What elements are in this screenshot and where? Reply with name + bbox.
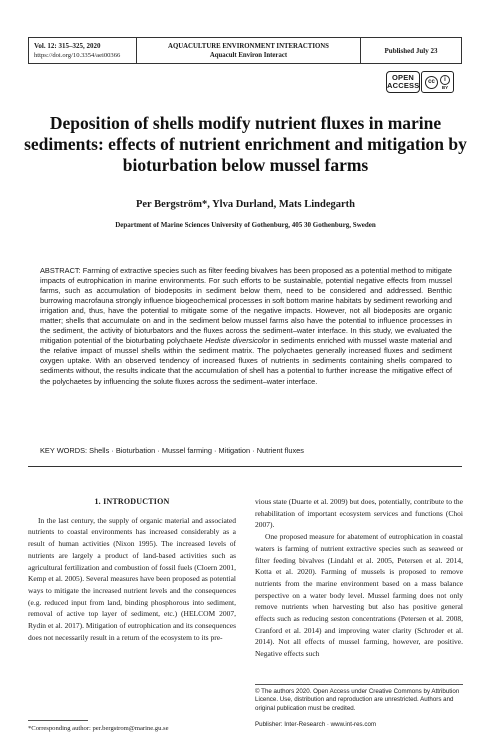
corresponding-author-footnote: *Corresponding author: per.bergstrom@marine.gu.se — [28, 725, 169, 732]
open-access-line1: OPEN — [391, 72, 415, 82]
affiliation: Department of Marine Sciences University of Gothenburg, 405 30 Gothenburg, Sweden — [115, 221, 376, 229]
published-label: Published July 23 — [384, 46, 438, 55]
intro-paragraph-1-continued: vious state (Duarte et al. 2009) but does, potentially, contribute to the rehabilitation of important ecosystem services and functions (Choi 2007). — [255, 497, 463, 530]
author-list: Per Bergström*, Ylva Durland, Mats Lindegarth — [135, 199, 356, 210]
by-label: BY — [441, 84, 449, 90]
volume-line: Vol. 12: 315–325, 2020 — [34, 41, 101, 50]
section-heading-introduction: 1. INTRODUCTION — [94, 497, 170, 506]
journal-abbrev: Aquacult Environ Interact — [209, 51, 288, 59]
published-date — [361, 38, 461, 63]
species-name: Hediste diversicolor — [205, 336, 271, 346]
right-column — [255, 496, 463, 660]
journal-title: AQUACULTURE ENVIRONMENT INTERACTIONS — [168, 42, 329, 50]
intro-paragraph-1: In the last century, the supply of organic material and associated nutrients to coastal environments has increased considerably as a result of human activities (Nixon 1995). The increased levels of nutrients are largely a product of land-based activities such as agricultural fertilization and combustion of fossil fuels (Cloern 2001, Kemp et al. 2005). Several measures have been proposed as potential ways to mitigate the increased nutrient levels and the consequences (e.g. reduced input from land, binding phosphorous into sediment, removal of active top layer of sediment, etc.) (HELCOM 2007, Rydin et al. 2017). Mitigation of eutrophication and its consequences does not necessarily result in a return of the ecosystem to its pre- — [28, 515, 236, 642]
footnote-divider — [28, 720, 88, 721]
journal-header — [28, 37, 462, 64]
attribution-icon: i — [440, 75, 450, 85]
copyright-divider — [255, 684, 463, 685]
section-divider — [28, 466, 462, 467]
intro-paragraph-2: One proposed measure for abatement of eutrophication in coastal waters is farming of nutrient extractive species such as seaweed or filter feeding bivalves (Lindahl et al. 2005, Petersen et al. 2014, Kotta et al. 2020). Farming of mussels is proposed to remove nutrients from the marine environment based on a mass balance perspective on a water body level. Mussel farming does not only remove nutrients when harvesting but also has positive general effects such as reducing seston concentrations (Petersen et al. 2008, Cranford et al. 2014) and improving water clarity (Schroder et al. 2014). Not all effects of mussel farming, however, are positive. Negative effects such — [255, 532, 463, 659]
keywords: KEY WORDS: Shells · Bioturbation · Mussel farming · Mitigation · Nutrient fluxes — [40, 446, 304, 455]
cc-icon: cc — [425, 76, 438, 89]
abstract-part1: ABSTRACT: Farming of extractive species such as filter feeding bivalves has been proposed as a potential method to mitigate impacts of eutrophication in marine environments. For such efforts to be sustainable, potential negative effects from mussel farms, such as accumulation of biodeposits in sediment below them, need to be considered and addressed. Benthic burrowing macrofauna strongly influence biogeochemical processes in soft bottom marine habitats by sediment reworking and irrigation and, thus, have the potential to mitigate some of the negative impacts. However, not all biodeposits are organic matter; shells that accumulate on and in the sediment below mussel farms also have the potential to influence processes in the sediment, the activity of bioturbators and the fluxes across the sediment–water interface. In this study, we evaluated the mitigation potential of the bioturbating polychaete — [40, 266, 452, 346]
copyright-notice: © The authors 2020. Open Access under Creative Commons by Attribution Licence. Use, distribution and reproduction are unrestricted. Authors and original publication must be credited. — [255, 688, 460, 712]
abstract — [40, 266, 452, 387]
article-title: Deposition of shells modify nutrient fluxes in marine sediments: effects of nutrient enrichment and mitigation by bioturbation below mussel farms — [24, 113, 467, 175]
cc-by-license-icon — [421, 71, 454, 93]
open-access-badge — [386, 71, 420, 93]
publisher-line: Publisher: Inter-Research · www.int-res.com — [255, 721, 377, 728]
left-column — [28, 496, 236, 643]
doi-link[interactable]: https://doi.org/10.3354/aei00366 — [34, 51, 121, 59]
volume-info — [29, 38, 137, 63]
journal-name — [137, 38, 361, 63]
abstract-part2: in sediments enriched with mussel waste material and the relative impact of mussel shells within the sediment matrix. The polychaetes generally increased fluxes and sediment oxygen uptake. With an observed tendency of increased fluxes of nutrients in sediments containing shells compared to sediments without, the results indicate that the accumulation of shell has a potential to further increase the mitigative effect of the polychaetes by influencing the solute fluxes across the sediment–water interface. — [40, 336, 452, 386]
open-access-line2: ACCESS — [387, 81, 420, 90]
